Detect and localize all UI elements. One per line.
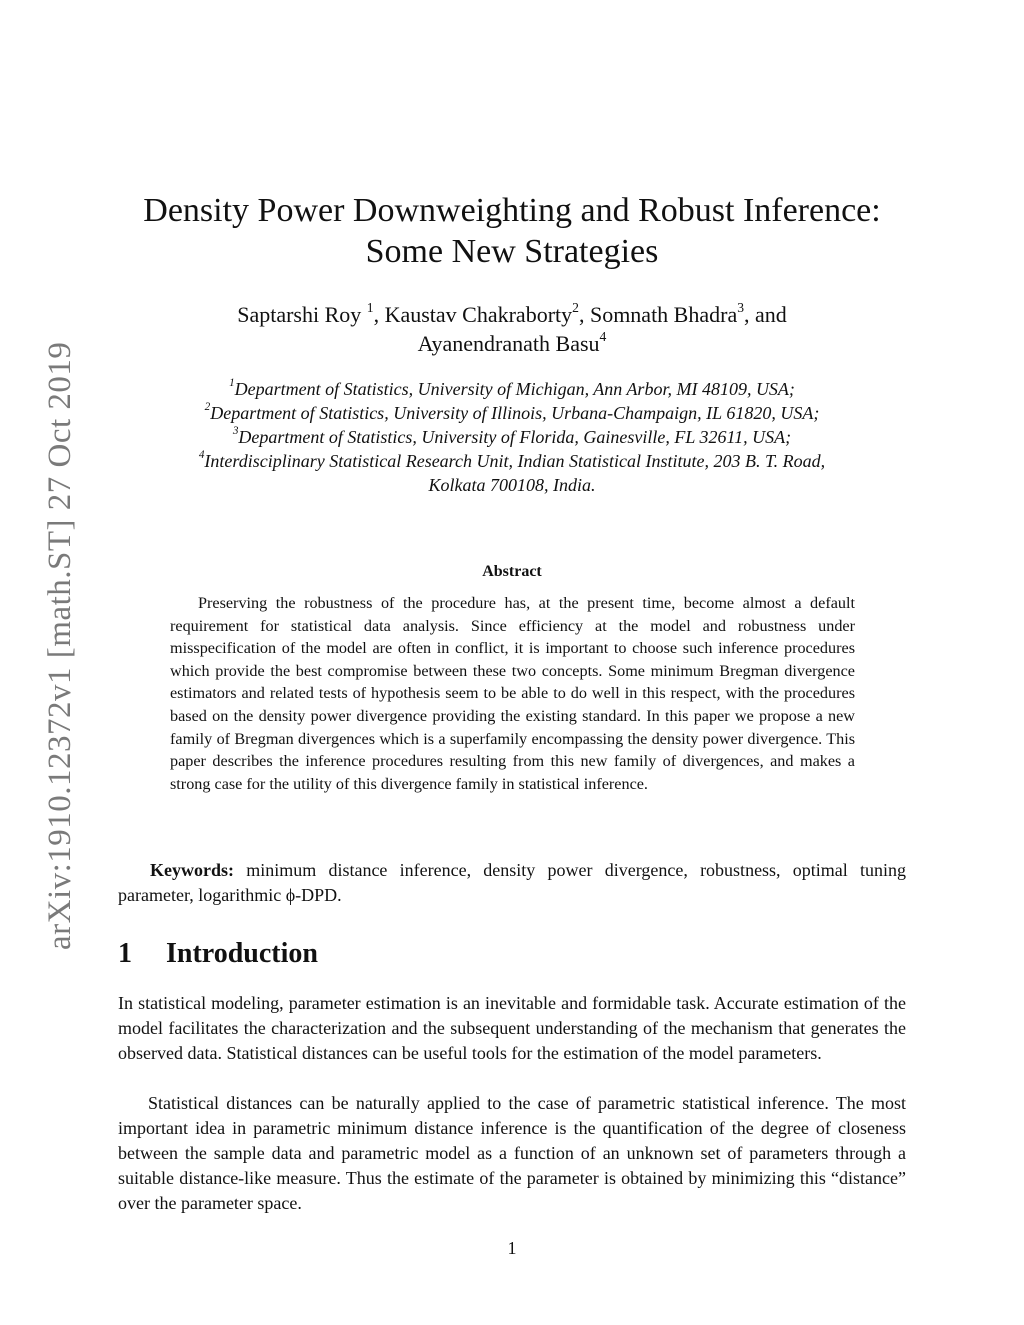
keywords [118,858,906,908]
author-line-1: Saptarshi Roy $^1$, Kaustav Chakraborty$^2$, Somnath Bhadra$^3$, and [237,299,787,327]
abstract-body: Preserving the robustness of the procedure has, at the present time, become almost a default requirement for statistical data analysis. Since efficiency at the model and robustness under misspecification of the model are often in conflict, it is important to choose such inference procedures which provide the best compromise between these two concepts. Some minimum Bregman divergence estimators and related tests of hypothesis seem to be able to do well in this respect, with the procedures based on the density power divergence providing the existing standard. In this paper we propose a new family of Bregman divergences which is a superfamily encompassing the density power divergence. This paper describes the inference procedures resulting from this new family of divergences, and makes a strong case for the utility of this divergence family in statistical inference. [170,594,855,793]
section-title: Introduction [166,938,318,969]
affiliation-mark: 1 [229,377,235,390]
title-line-2: Some New Strategies [365,233,659,270]
page-number: 1 [507,1238,517,1258]
affiliation-text: Interdisciplinary Statistical Research Unit, Indian Statistical Institute, 203 B. T. Road, [204,451,826,471]
affiliation-1 [110,377,914,401]
affiliation-4-continued: Kolkata 700108, India. [428,475,596,495]
keywords-text: minimum distance inference, density power divergence, robustness, optimal tuning parameter, logarithmic ϕ-DPD. [118,860,906,905]
author-name: Somnath Bhadra [589,302,738,327]
affiliation-text: Department of Statistics, University of Michigan, Ann Arbor, MI 48109, USA; [234,379,795,399]
abstract-heading: Abstract [482,563,542,580]
author-affil-mark: 4 [599,328,607,344]
author-line-2 [118,329,906,358]
author-name: Saptarshi Roy [237,302,362,327]
author-name: Kaustav Chakraborty [384,302,573,327]
section-number: 1 [118,938,132,969]
author-affil-mark: 1 [366,299,374,315]
section-heading-introduction [118,938,318,970]
affiliation-4 [110,449,914,473]
author-name: Ayanendranath Basu [417,331,600,356]
author-affil-mark: 2 [572,299,579,315]
paper-title [118,190,906,272]
keywords-label: Keywords: [150,860,234,880]
arxiv-identifier-stamp: arXiv:1910.12372v1 [math.ST] 27 Oct 2019 [42,341,78,950]
affiliation-2 [110,401,914,425]
affiliations [110,377,914,497]
affiliation-text: Department of Statistics, University of Florida, Gainesville, FL 32611, USA; [238,427,792,447]
affiliation-3 [110,425,914,449]
title-line-1: Density Power Downweighting and Robust Inference: [143,192,881,229]
intro-paragraph-1: In statistical modeling, parameter estimation is an inevitable and formidable task. Accurate estimation of the model facilitates the characterization and the subsequent understanding of the mechanism that generates the observed data. Statistical distances can be useful tools for the estimation of the model parameters. [118,993,906,1063]
affiliation-mark: 2 [204,401,211,414]
author-conjunction: , and [744,302,787,327]
author-list [118,300,906,358]
intro-paragraph-2: Statistical distances can be naturally applied to the case of parametric statistical inference. The most important idea in parametric minimum distance inference is the quantification of the degree of closeness between the sample data and parametric model as a function of an unknown set of parameters through a suitable distance-like measure. Thus the estimate of the parameter is obtained by minimizing this “distance” over the parameter space. [118,1093,906,1213]
affiliation-mark: 4 [198,449,205,462]
affiliation-mark: 3 [232,425,239,438]
author-affil-mark: 3 [737,299,745,315]
affiliation-text: Department of Statistics, University of Illinois, Urbana-Champaign, IL 61820, USA; [210,403,820,423]
